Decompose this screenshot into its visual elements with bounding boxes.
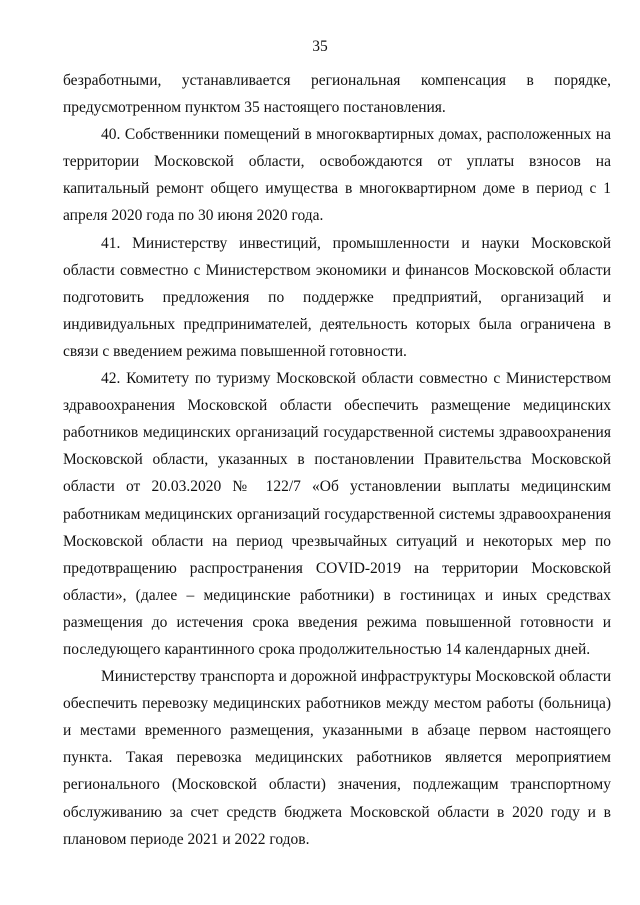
paragraph-item-42: 42. Комитету по туризму Московской области совместно с Министерством здравоохранения Московской области обеспечить размещение медицинских работников медицинских организаций государственной системы здравоохранения Московской области, указанных в постановлении Правительства Московской области от 20.03.2020 № 122/7 «Об установлении выплаты медицинским работникам медицинских организаций государственной системы здравоохранения Московской области на период чрезвычайных ситуаций и некоторых мер по предотвращению распространения COVID-2019 на территории Московской области», (далее – медицинские работники) в гостиницах и иных средствах размещения до истечения срока введения режима повышенной готовности и последующего карантинного срока продолжительностью 14 календарных дней. [63,370,611,658]
paragraph-continuation: безработными, устанавливается региональная компенсация в порядке, предусмотренном пунктом 35 настоящего постановления. [63,72,611,117]
paragraph-item-41: 41. Министерству инвестиций, промышленности и науки Московской области совместно с Министерством экономики и финансов Московской области подготовить предложения по поддержке предприятий, организаций и индивидуальных предпринимателей, деятельность которых была ограничена в связи с введением режима повышенной готовности. [63,234,611,360]
paragraph-item-40: 40. Собственники помещений в многоквартирных домах, расположенных на территории Московской области, освобождаются от уплаты взносов на капитальный ремонт общего имущества в многоквартирном доме в период с 1 апреля 2020 года по 30 июня 2020 года. [63,126,611,225]
page-number: 35 [312,38,328,55]
paragraph-item-42-transport: Министерству транспорта и дорожной инфраструктуры Московской области обеспечить перевозку медицинских работников между местом работы (больница) и местами временного размещения, указанными в абзаце первом настоящего пункта. Такая перевозка медицинских работников является мероприятием регионального (Московской области) значения, подлежащим транспортному обслуживанию за счет средств бюджета Московской области в 2020 году и в плановом периоде 2021 и 2022 годов. [63,668,611,848]
document-body [63,67,611,853]
